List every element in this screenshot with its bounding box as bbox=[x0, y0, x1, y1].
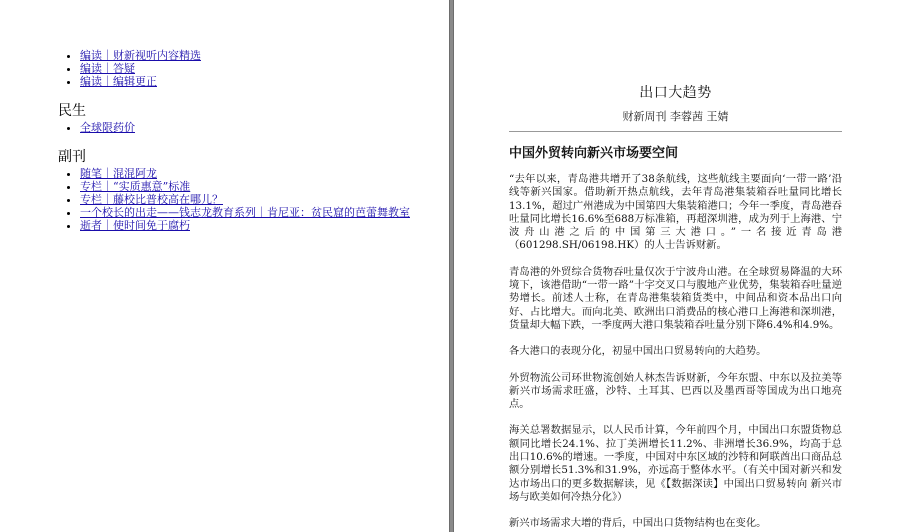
article-paragraph: 青岛港的外贸综合货物吞吐量仅次于宁波舟山港。在全球贸易降温的大环境下，该港借助“一带一路”十字交叉口与腹地产业优势，集装箱吞吐量逆势增长。前述人士称，在青岛港集装箱货类中，中间品和资本品出口向好、占比增大。而向北美、欧洲出口消费品的核心港口上海港和深圳港，货量却大幅下跌，一季度两大港口集装箱吞吐量分别下降6.4%和4.9%。 bbox=[509, 265, 842, 331]
toc-item bbox=[80, 206, 438, 219]
toc-item bbox=[80, 62, 438, 75]
toc-item bbox=[80, 121, 438, 134]
section-heading-minsheng: 民生 bbox=[58, 103, 86, 119]
toc-section-list bbox=[58, 167, 438, 232]
article-pane[interactable] bbox=[454, 0, 900, 532]
article-body bbox=[509, 82, 842, 532]
toc-item bbox=[80, 219, 438, 232]
toc-link[interactable]: 逝者｜使时间免于腐朽 bbox=[80, 219, 190, 232]
toc-item bbox=[80, 193, 438, 206]
toc-top-list bbox=[58, 49, 438, 88]
toc-link[interactable]: 随笔｜混混阿龙 bbox=[80, 167, 157, 180]
toc-link[interactable]: 专栏｜藤校比普校高在哪儿？ bbox=[80, 193, 223, 206]
article-paragraph: 海关总署数据显示，以人民币计算，今年前四个月，中国出口东盟货物总额同比增长24.1%、拉丁美洲增长11.2%、非洲增长36.9%，均高于总出口10.6%的增速。一季度，中国对中东区域的沙特和阿联酋出口商品总额分别增长51.3%和31.9%，亦远高于整体水平。（有关中国对新兴和发达市场出口的更多数据解读，见《【数据深读】中国出口贸易转向 新兴市场与欧美如何冷热分化》） bbox=[509, 424, 842, 503]
toc-item bbox=[80, 167, 438, 180]
article-section-title: 出口大趋势 bbox=[639, 85, 712, 101]
title-divider bbox=[509, 131, 842, 132]
toc-pane[interactable] bbox=[0, 0, 449, 532]
toc-link[interactable]: 编读｜答疑 bbox=[80, 62, 135, 75]
article-paragraph: “去年以来，青岛港共增开了38条航线，这些航线主要面向‘一带一路’沿线等新兴国家。借助新开热点航线，去年青岛港集装箱吞吐量同比增长13.1%，超过广州港成为中国第四大集装箱港口；今年一季度，青岛港吞吐量同比增长16.6%至688万标准箱，再超深圳港，成为列于上海港、宁波舟山港之后的中国第三大港口。”一名接近青岛港（601298.SH/06198.HK）的人士告诉财新。 bbox=[509, 173, 842, 252]
toc-link[interactable]: 全球限药价 bbox=[80, 121, 135, 134]
toc-content bbox=[58, 49, 438, 232]
toc-item bbox=[80, 75, 438, 88]
toc-item bbox=[80, 49, 438, 62]
article-paragraph: 各大港口的表现分化，初显中国出口贸易转向的大趋势。 bbox=[509, 345, 767, 358]
article-paragraph: 外贸物流公司环世物流创始人林杰告诉财新，今年东盟、中东以及拉美等新兴市场需求旺盛，沙特、土耳其、巴西以及墨西哥等国成为出口地亮点。 bbox=[509, 371, 842, 411]
toc-link[interactable]: 一个校长的出走——钱志龙教育系列｜肯尼亚：贫民窟的芭蕾舞教室 bbox=[80, 206, 410, 219]
toc-link[interactable]: 编读｜财新视听内容精选 bbox=[80, 49, 201, 62]
article-paragraph: 新兴市场需求大增的背后，中国出口货物结构也在变化。 bbox=[509, 517, 767, 530]
toc-item bbox=[80, 180, 438, 193]
article-byline: 财新周刊 李蓉茜 王婧 bbox=[622, 110, 729, 123]
toc-link[interactable]: 编读｜编辑更正 bbox=[80, 75, 157, 88]
toc-section-list bbox=[58, 121, 438, 134]
section-heading-fukan: 副刊 bbox=[58, 149, 86, 165]
toc-link[interactable]: 专栏｜“实质惠意”标准 bbox=[80, 180, 191, 193]
article-headline: 中国外贸转向新兴市场要空间 bbox=[509, 146, 679, 161]
